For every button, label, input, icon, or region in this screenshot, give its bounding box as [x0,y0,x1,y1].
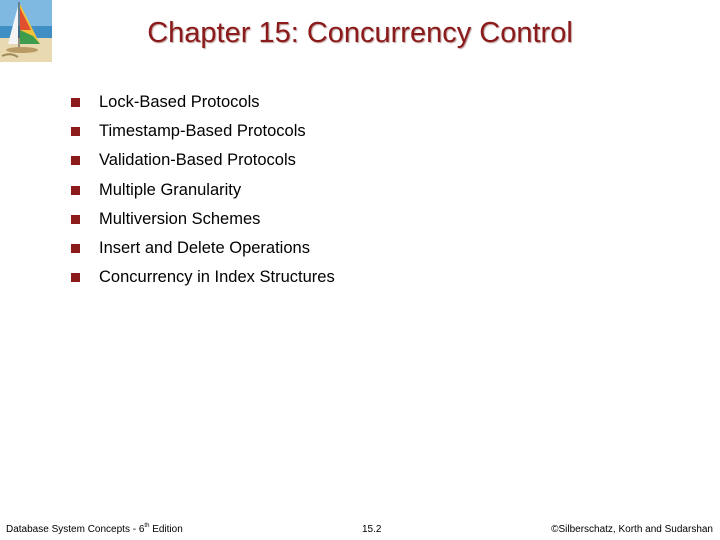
slide-title: Chapter 15: Concurrency Control [147,17,573,49]
list-item [71,205,335,234]
footer-copyright: ©Silberschatz, Korth and Sudarshan [551,524,713,535]
bullet-text: Timestamp-Based Protocols [99,122,306,141]
bullet-list [71,88,335,292]
list-item [71,146,335,175]
bullet-text: Concurrency in Index Structures [99,268,335,287]
footer-page-number: 15.2 [362,524,382,535]
square-bullet-icon [71,156,80,165]
bullet-text: Validation-Based Protocols [99,151,296,170]
bullet-text: Lock-Based Protocols [99,93,260,112]
list-item [71,117,335,146]
footer-book-prefix: Database System Concepts - 6 [6,524,145,535]
square-bullet-icon [71,186,80,195]
square-bullet-icon [71,244,80,253]
square-bullet-icon [71,273,80,282]
bullet-text: Multiple Granularity [99,180,242,199]
list-item [71,234,335,263]
square-bullet-icon [71,215,80,224]
list-item [71,176,335,205]
bullet-text: Insert and Delete Operations [99,239,310,258]
footer-book-title [6,524,183,535]
footer-book-sup: th [144,523,150,529]
bullet-text: Multiversion Schemes [99,209,261,228]
square-bullet-icon [71,98,80,107]
list-item [71,88,335,117]
square-bullet-icon [71,127,80,136]
footer-book-suffix: Edition [149,524,183,535]
list-item [71,263,335,292]
